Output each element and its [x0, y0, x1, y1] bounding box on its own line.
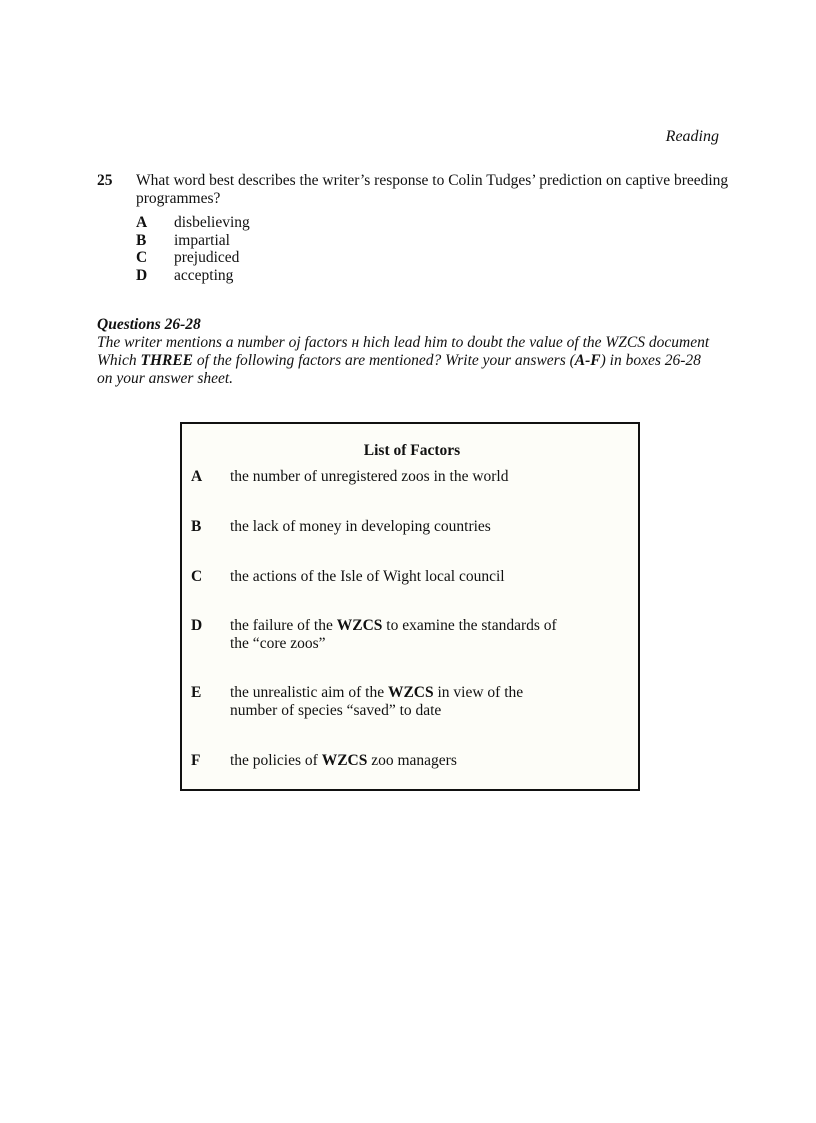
instr-text-3: ) in boxes 26-28 on your answer sheet.	[97, 352, 701, 387]
page-header-section: Reading	[665, 128, 719, 145]
factor-text-pre: the failure of the	[230, 617, 337, 634]
option-text: prejudiced	[174, 249, 240, 266]
factor-letter: B	[191, 518, 202, 535]
option-text: accepting	[174, 266, 234, 284]
factor-d	[191, 617, 631, 653]
factor-letter: D	[191, 617, 203, 634]
factor-f	[191, 752, 631, 770]
factor-text	[230, 752, 631, 770]
factor-text	[230, 684, 631, 720]
factor-text-pre: the policies of	[230, 752, 322, 769]
option-letter: D	[136, 266, 148, 284]
factor-text: the number of unregistered zoos in the world	[230, 468, 509, 485]
option-text: disbelieving	[174, 214, 250, 231]
factor-text-bold: WZCS	[387, 684, 434, 701]
list-of-factors-box	[180, 422, 640, 791]
instr-bold-range: A-F	[574, 352, 601, 369]
option-a	[136, 214, 737, 232]
factor-text	[230, 617, 631, 653]
option-d	[136, 267, 737, 285]
factor-text-post: in view of the	[433, 684, 524, 701]
factor-letter: F	[191, 752, 201, 769]
answer-options	[136, 214, 737, 284]
factor-letter: C	[191, 568, 203, 585]
question-group-26-28	[97, 316, 717, 388]
factor-b	[191, 518, 631, 536]
factor-e	[191, 684, 631, 720]
factor-c	[191, 568, 631, 586]
instr-text-1: The writer mentions a number oj factors н hich lead him to doubt the value of the WZCS document Which	[97, 334, 710, 369]
factor-text-bold: WZCS	[321, 752, 368, 769]
question-number: 25	[97, 172, 113, 189]
option-letter: B	[136, 231, 147, 249]
factor-text: the lack of money in developing countries	[230, 518, 491, 535]
factor-text-pre: the unrealistic aim of the	[230, 684, 388, 701]
factor-text-line2: the “core zoos”	[230, 635, 326, 652]
list-title: List of Factors	[363, 442, 461, 459]
factor-text-post: to examine the standards of	[382, 617, 557, 634]
option-b	[136, 232, 737, 250]
option-c	[136, 249, 737, 267]
question-stem: What word best describes the writer’s response to Colin Tudges’ prediction on captive breeding programmes?	[136, 172, 729, 207]
factor-text-bold: WZCS	[336, 617, 383, 634]
option-letter: C	[136, 249, 148, 266]
factor-a	[191, 468, 631, 486]
instr-text-2: of the following factors are mentioned? Write your answers (	[193, 352, 575, 369]
question-group-instructions	[97, 334, 717, 388]
option-letter: A	[136, 214, 148, 231]
factor-text: the actions of the Isle of Wight local council	[230, 568, 505, 585]
factor-text-line2: number of species “saved” to date	[230, 702, 442, 719]
factor-letter: E	[191, 684, 202, 701]
question-25	[97, 172, 737, 284]
option-text: impartial	[174, 231, 230, 249]
instr-bold-three: THREE	[140, 352, 194, 369]
question-group-title: Questions 26-28	[97, 316, 201, 333]
factor-letter: A	[191, 468, 203, 485]
factor-text-post: zoo managers	[367, 752, 457, 769]
